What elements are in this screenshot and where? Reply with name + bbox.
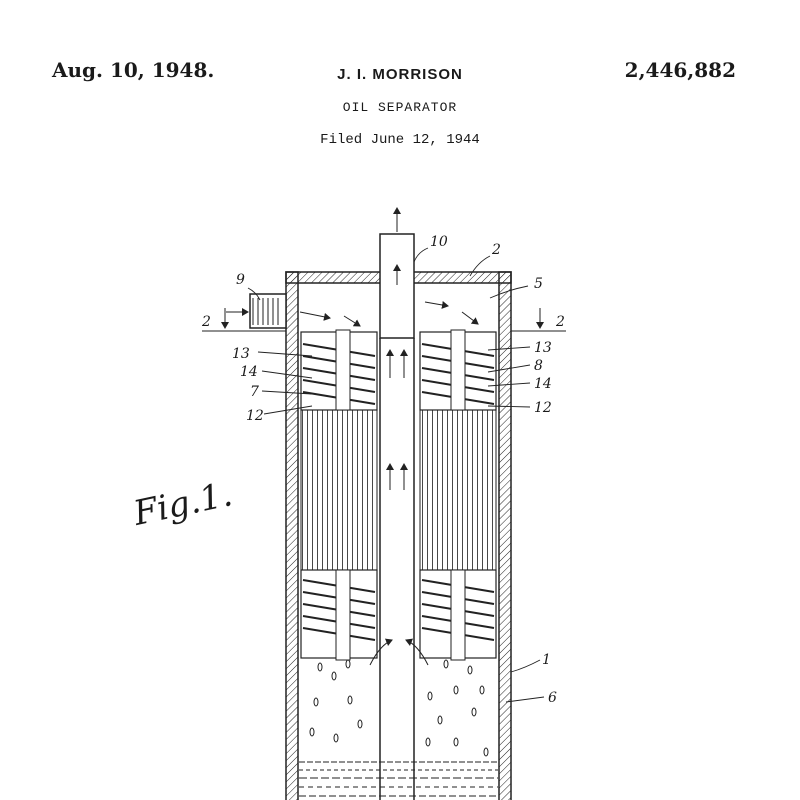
inventor-name: J. I. MORRISON	[337, 66, 463, 83]
ref-8: 8	[534, 358, 543, 374]
patent-date: Aug. 10, 1948.	[52, 58, 215, 82]
ref-13-left: 13	[232, 346, 250, 362]
ref-12-left: 12	[246, 408, 264, 424]
patent-number: 2,446,882	[624, 58, 736, 82]
ref-14-left: 14	[240, 364, 258, 380]
inlet-fitting	[226, 294, 286, 328]
left-filter-cartridge	[301, 330, 377, 660]
ref-12-right: 12	[534, 400, 552, 416]
ref-9: 9	[236, 272, 245, 288]
ref-5: 5	[534, 276, 543, 292]
ref-10: 10	[430, 234, 448, 250]
ref-2: 2	[492, 242, 501, 258]
outlet-tube	[380, 208, 414, 800]
right-filter-cartridge	[420, 330, 496, 660]
section-mark-left: 2	[202, 314, 211, 330]
ref-6: 6	[548, 690, 557, 706]
ref-13-right: 13	[534, 340, 552, 356]
filing-date: Filed June 12, 1944	[320, 132, 480, 148]
oil-droplets	[310, 660, 488, 756]
section-mark-right: 2	[556, 314, 565, 330]
patent-title: OIL SEPARATOR	[342, 100, 458, 115]
figure-label: Fig.1.	[130, 474, 236, 534]
ref-14-right: 14	[534, 376, 552, 392]
oil-level	[299, 762, 498, 796]
ref-1: 1	[542, 652, 551, 668]
ref-7: 7	[250, 384, 259, 400]
